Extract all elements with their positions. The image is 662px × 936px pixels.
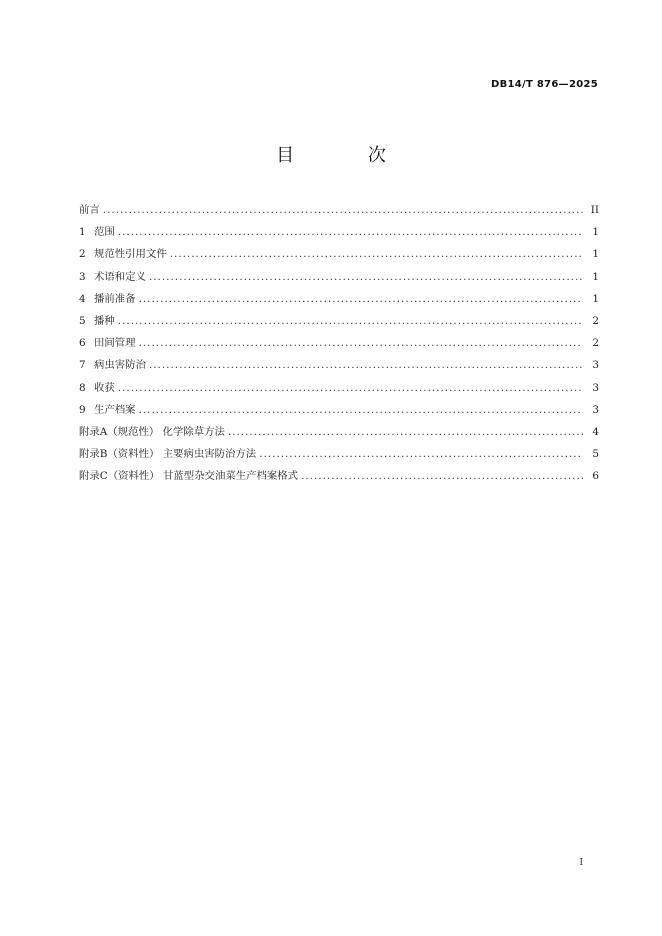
toc-entry-pre-sowing[interactable]	[79, 288, 599, 310]
toc-entry-page: 2	[592, 314, 599, 327]
toc-entry-page: 3	[592, 359, 599, 372]
toc-entry-label: 附录B（资料性） 主要病虫害防治方法	[79, 448, 257, 461]
toc-entry-number: 5	[79, 314, 86, 327]
toc-entry-number: 2	[79, 248, 86, 261]
toc-entry-title: 生产档案	[94, 403, 136, 416]
toc-entry-page: 5	[592, 448, 599, 461]
toc-entry-page: 4	[592, 425, 599, 438]
toc-entry-page: 1	[592, 270, 599, 283]
toc-entry-label	[79, 288, 139, 310]
toc-entry-label	[79, 399, 139, 421]
toc-entry-label	[79, 377, 118, 399]
toc-leader	[139, 288, 583, 310]
toc-entry-harvest[interactable]	[79, 377, 599, 399]
document-code: DB14/T 876—2025	[491, 79, 598, 90]
toc-leader	[301, 465, 583, 487]
toc-entry-number: 8	[79, 381, 86, 394]
toc-entry-label	[79, 332, 139, 354]
toc-entry-label: 附录A（规范性） 化学除草方法	[79, 425, 225, 438]
toc-entry-number: 3	[79, 270, 86, 283]
toc-entry-title: 田间管理	[94, 337, 136, 350]
toc-entry-label	[79, 221, 118, 243]
page-title: 目 次	[276, 145, 420, 166]
toc-entry-field-management[interactable]	[79, 332, 599, 354]
toc-leader	[170, 243, 583, 265]
toc-entry-title: 病虫害防治	[94, 359, 146, 372]
toc-leader	[103, 199, 583, 221]
toc-entry-terms[interactable]	[79, 266, 599, 288]
toc-leader	[149, 354, 583, 376]
toc-entry-appendix-b[interactable]	[79, 443, 599, 465]
toc-entry-page: II	[590, 204, 599, 216]
toc-entry-number: 1	[79, 226, 86, 239]
toc-entry-title: 范围	[94, 226, 115, 239]
page-number: I	[579, 858, 583, 868]
table-of-contents	[79, 199, 599, 487]
toc-leader	[139, 399, 583, 421]
toc-leader	[118, 221, 583, 243]
toc-entry-label: 附录C（资料性） 甘蓝型杂交油菜生产档案格式	[79, 470, 299, 483]
toc-entry-sowing[interactable]	[79, 310, 599, 332]
toc-entry-label	[79, 310, 118, 332]
toc-leader	[228, 421, 583, 443]
toc-entry-pest-control[interactable]	[79, 354, 599, 376]
toc-leader	[118, 310, 583, 332]
toc-entry-normative-references[interactable]	[79, 243, 599, 265]
toc-entry-title: 规范性引用文件	[94, 248, 167, 261]
toc-entry-title: 播种	[94, 314, 115, 327]
toc-entry-title: 术语和定义	[94, 270, 146, 283]
toc-entry-label	[79, 243, 170, 265]
toc-entry-title: 播前准备	[94, 292, 136, 305]
toc-entry-label: 前言	[79, 204, 100, 216]
toc-entry-number: 6	[79, 337, 86, 350]
toc-entry-appendix-a[interactable]	[79, 421, 599, 443]
toc-leader	[139, 332, 583, 354]
toc-entry-page: 1	[592, 292, 599, 305]
toc-leader	[118, 377, 583, 399]
toc-entry-scope[interactable]	[79, 221, 599, 243]
toc-entry-foreword[interactable]	[79, 199, 599, 221]
toc-leader	[149, 266, 583, 288]
toc-entry-number: 9	[79, 403, 86, 416]
toc-leader	[259, 443, 583, 465]
toc-entry-page: 1	[592, 226, 599, 239]
toc-entry-label	[79, 266, 149, 288]
toc-entry-number: 4	[79, 292, 86, 305]
toc-entry-title: 收获	[94, 381, 115, 394]
toc-entry-label	[79, 354, 149, 376]
toc-entry-page: 6	[592, 470, 599, 483]
toc-entry-appendix-c[interactable]	[79, 465, 599, 487]
toc-entry-page: 3	[592, 403, 599, 416]
toc-entry-page: 2	[592, 337, 599, 350]
toc-entry-page: 1	[592, 248, 599, 261]
toc-entry-page: 3	[592, 381, 599, 394]
toc-entry-number: 7	[79, 359, 86, 372]
toc-entry-production-records[interactable]	[79, 399, 599, 421]
